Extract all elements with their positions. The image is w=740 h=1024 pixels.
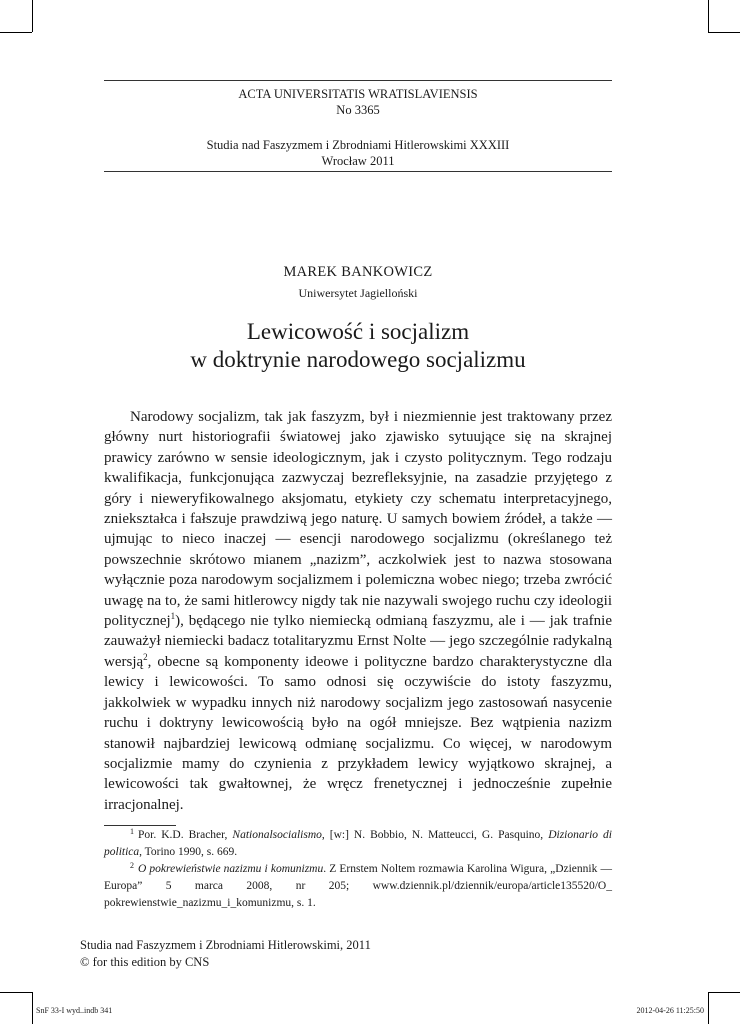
crop-mark [0, 992, 32, 993]
author-affiliation: Uniwersytet Jagielloński [298, 286, 418, 300]
crop-mark [32, 0, 33, 32]
journal-header [104, 86, 612, 169]
title-line-2: w doktrynie narodowego socjalizmu [190, 347, 526, 372]
crop-mark [708, 992, 740, 993]
article-body [104, 407, 612, 815]
printer-slug-left: SnF 33-I wyd..indb 341 [36, 1006, 113, 1015]
crop-mark [32, 992, 33, 1024]
body-paragraph: Narodowy socjalizm, tak jak faszyzm, był i niezmiennie jest traktowany przez główny nurt historiografii światowej jako zjawisko sytuujące się na skrajnej prawicy zarówno w sensie ideologicznym, jak i czysto politycznym. Tego rodzaju kwalifikacja, funkcjonująca zazwyczaj bezrefleksyjnie, na zasadzie przyjętego z góry i nieweryfikowalnego aksjomatu, etykiety czy schematu interpretacyjnego, zniekształca i fałszuje prawdziwą jego naturę. U samych bowiem źródeł, a także — ujmując to nieco inaczej — esencji narodowego socjalizmu (określanego też powszechnie skrótowo mianem „nazizm”, aczkolwiek jest to nazwa stosowana wyłącznie poza narodowym socjalizmem i polemiczna wobec niego; trzeba zwrócić uwagę na to, że sami hitlerowcy nigdy tak nie nazywali swojego ruchu czy ideologii politycznej$^1$), będącego nie tylko niemiecką odmianą faszyzmu, ale i — jak trafnie zauważył niemiecki badacz totalitaryzmu Ernst Nolte — jego szczególnie radykalną wersją$^2$, obecne są komponenty ideowe i polityczne bardzo charakterystyczne dla lewicy i lewicowości. To samo odnosi się oczywiście do istoty faszyzmu, jakkolwiek w wypadku innych niż narodowy socjalizm jego zastosowań nasycenie ruchu i doktryny lewicowością było na ogół mniejsze. Bez wątpienia nazizm stanowił najbardziej lewicową odmianę socjalizmu. Co więcej, w narodowym socjalizmie mamy do czynienia z przykładem lewicy wyjątkowo skrajnej, a lewicowości tak gwałtownej, że wręcz frenetycznej i jednocześnie zupełnie irracjonalnej. [104, 409, 612, 813]
series-name: Studia nad Faszyzmem i Zbrodniami Hitlerowskimi XXXIII [206, 138, 510, 152]
crop-mark [708, 32, 740, 33]
footer-copyright: © for this edition by CNS [80, 955, 210, 969]
crop-mark [708, 992, 709, 1024]
journal-number: No 3365 [336, 103, 380, 117]
footnote-ref-2[interactable]: 2 [143, 651, 148, 662]
footnote-separator [104, 825, 176, 826]
crop-mark [0, 32, 32, 33]
header-top-rule [104, 80, 612, 81]
footnotes [104, 827, 612, 912]
footnote-2: $^2$ O pokrewieństwie nazizmu i komunizmu. Z Ernstem Noltem rozmawia Karolina Wigura, „Dziennik — Europa” 5 marca 2008, nr 205; www.dziennik.pl/dziennik/europa/article135520/O_ pokrewienstwie_nazizmu_i_komunizmu, s. 1. [104, 861, 612, 909]
footnote-ref-1[interactable]: 1 [170, 611, 176, 622]
footnote-1: $^1$ Por. K.D. Bracher, Nationalsocialismo, [w:] N. Bobbio, N. Matteucci, G. Pasquino, Dizionario di politica, Torino 1990, s. 669. [104, 827, 612, 858]
footer-series: Studia nad Faszyzmem i Zbrodniami Hitlerowskimi, 2011 [80, 938, 371, 952]
author-name: MAREK BANKOWICZ [283, 264, 433, 280]
journal-name: ACTA UNIVERSITATIS WRATISLAVIENSIS [238, 87, 478, 101]
title-line-1: Lewicowość i socjalizm [246, 319, 470, 344]
article-title [104, 318, 612, 374]
printer-slug-right: 2012-04-26 11:25:50 [636, 1006, 704, 1015]
copyright-footer [80, 937, 371, 971]
crop-mark [708, 0, 709, 32]
place-year: Wrocław 2011 [321, 154, 395, 168]
header-bottom-rule [104, 171, 612, 172]
